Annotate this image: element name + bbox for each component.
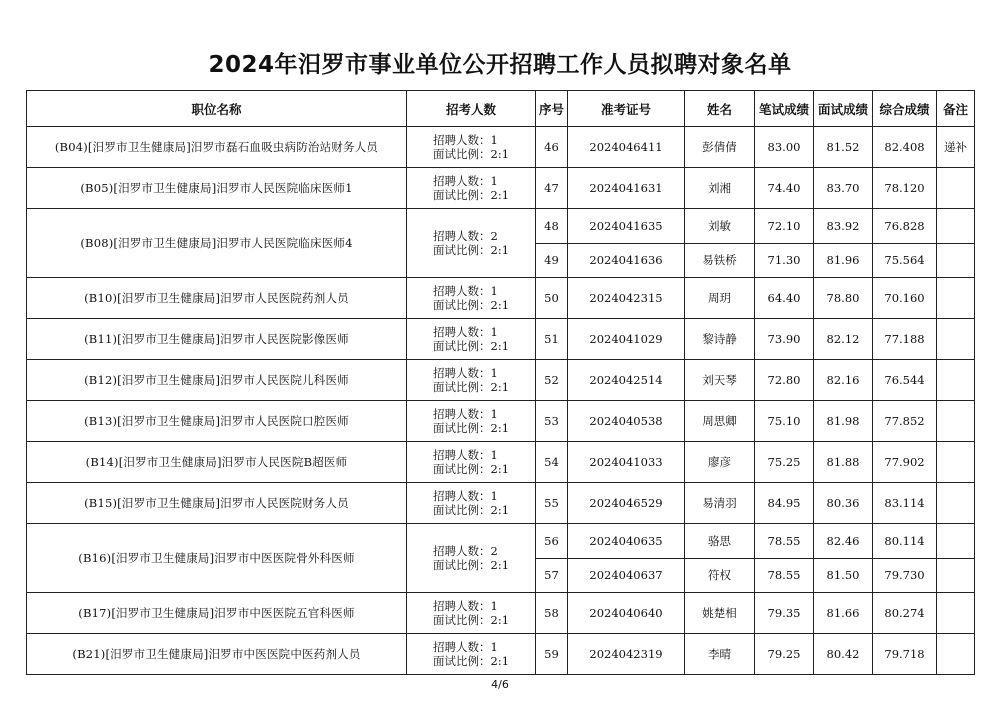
exam-no-cell: 2024042315 — [568, 278, 685, 319]
exam-no-cell: 2024041635 — [568, 209, 685, 244]
note-cell — [937, 524, 975, 559]
quota-count: 招聘人数：1 — [433, 407, 498, 421]
quota-count: 招聘人数：1 — [433, 174, 498, 188]
seq-cell: 50 — [536, 278, 568, 319]
interview-score-cell: 83.70 — [814, 168, 873, 209]
exam-no-cell: 2024041033 — [568, 442, 685, 483]
written-score-cell: 73.90 — [755, 319, 814, 360]
note-cell — [937, 442, 975, 483]
header-seq: 序号 — [536, 91, 568, 127]
table-row — [27, 278, 975, 319]
name-cell: 姚楚相 — [685, 593, 755, 634]
quota-cell — [407, 168, 536, 209]
written-score-cell: 72.10 — [755, 209, 814, 244]
position-cell: (B08)[汨罗市卫生健康局]汨罗市人民医院临床医师4 — [27, 209, 407, 278]
quota-count: 招聘人数：1 — [433, 640, 498, 654]
quota-count: 招聘人数：1 — [433, 366, 498, 380]
quota-count: 招聘人数：2 — [433, 229, 498, 243]
name-cell: 廖彦 — [685, 442, 755, 483]
interview-ratio: 面试比例：2:1 — [433, 339, 510, 353]
quota-cell — [407, 593, 536, 634]
seq-cell: 58 — [536, 593, 568, 634]
interview-score-cell: 82.46 — [814, 524, 873, 559]
written-score-cell: 79.25 — [755, 634, 814, 675]
seq-cell: 48 — [536, 209, 568, 244]
name-cell: 易铁桥 — [685, 243, 755, 278]
total-score-cell: 80.114 — [873, 524, 937, 559]
interview-ratio: 面试比例：2:1 — [433, 558, 510, 572]
written-score-cell: 64.40 — [755, 278, 814, 319]
table-row — [27, 634, 975, 675]
header-quota: 招考人数 — [407, 91, 536, 127]
seq-cell: 57 — [536, 558, 568, 593]
total-score-cell: 75.564 — [873, 243, 937, 278]
position-cell: (B12)[汨罗市卫生健康局]汨罗市人民医院儿科医师 — [27, 360, 407, 401]
total-score-cell: 76.544 — [873, 360, 937, 401]
quota-cell — [407, 634, 536, 675]
name-cell: 刘天琴 — [685, 360, 755, 401]
name-cell: 黎诗静 — [685, 319, 755, 360]
seq-cell: 56 — [536, 524, 568, 559]
table-body — [27, 127, 975, 675]
position-cell: (B16)[汨罗市卫生健康局]汨罗市中医医院骨外科医师 — [27, 524, 407, 593]
table-row — [27, 524, 975, 559]
name-cell: 刘敏 — [685, 209, 755, 244]
position-cell: (B04)[汨罗市卫生健康局]汨罗市磊石血吸虫病防治站财务人员 — [27, 127, 407, 168]
quota-cell — [407, 401, 536, 442]
total-score-cell: 79.730 — [873, 558, 937, 593]
quota-count: 招聘人数：1 — [433, 599, 498, 613]
header-name: 姓名 — [685, 91, 755, 127]
table-row — [27, 127, 975, 168]
total-score-cell: 78.120 — [873, 168, 937, 209]
quota-cell — [407, 524, 536, 593]
table-row — [27, 168, 975, 209]
quota-cell — [407, 319, 536, 360]
note-cell: 递补 — [937, 127, 975, 168]
note-cell — [937, 209, 975, 244]
quota-count: 招聘人数：1 — [433, 325, 498, 339]
page-number: 4/6 — [491, 678, 509, 691]
seq-cell: 51 — [536, 319, 568, 360]
total-score-cell: 77.852 — [873, 401, 937, 442]
interview-score-cell: 81.98 — [814, 401, 873, 442]
written-score-cell: 72.80 — [755, 360, 814, 401]
note-cell — [937, 593, 975, 634]
exam-no-cell: 2024041631 — [568, 168, 685, 209]
header-exam-no: 准考证号 — [568, 91, 685, 127]
table-row — [27, 360, 975, 401]
note-cell — [937, 483, 975, 524]
position-cell: (B14)[汨罗市卫生健康局]汨罗市人民医院B超医师 — [27, 442, 407, 483]
written-score-cell: 71.30 — [755, 243, 814, 278]
total-score-cell: 80.274 — [873, 593, 937, 634]
seq-cell: 54 — [536, 442, 568, 483]
header-written-score: 笔试成绩 — [755, 91, 814, 127]
written-score-cell: 75.25 — [755, 442, 814, 483]
position-cell: (B17)[汨罗市卫生健康局]汨罗市中医医院五官科医师 — [27, 593, 407, 634]
quota-cell — [407, 483, 536, 524]
exam-no-cell: 2024041636 — [568, 243, 685, 278]
seq-cell: 49 — [536, 243, 568, 278]
seq-cell: 46 — [536, 127, 568, 168]
interview-score-cell: 81.88 — [814, 442, 873, 483]
quota-cell — [407, 127, 536, 168]
interview-score-cell: 81.66 — [814, 593, 873, 634]
total-score-cell: 79.718 — [873, 634, 937, 675]
position-cell: (B21)[汨罗市卫生健康局]汨罗市中医医院中医药剂人员 — [27, 634, 407, 675]
note-cell — [937, 558, 975, 593]
seq-cell: 59 — [536, 634, 568, 675]
note-cell — [937, 243, 975, 278]
position-cell: (B11)[汨罗市卫生健康局]汨罗市人民医院影像医师 — [27, 319, 407, 360]
name-cell: 周玥 — [685, 278, 755, 319]
name-cell: 符权 — [685, 558, 755, 593]
seq-cell: 47 — [536, 168, 568, 209]
exam-no-cell: 2024040538 — [568, 401, 685, 442]
total-score-cell: 82.408 — [873, 127, 937, 168]
exam-no-cell: 2024046411 — [568, 127, 685, 168]
written-score-cell: 75.10 — [755, 401, 814, 442]
name-cell: 易清羽 — [685, 483, 755, 524]
interview-score-cell: 80.42 — [814, 634, 873, 675]
written-score-cell: 78.55 — [755, 524, 814, 559]
exam-no-cell: 2024042514 — [568, 360, 685, 401]
interview-score-cell: 82.16 — [814, 360, 873, 401]
interview-score-cell: 81.50 — [814, 558, 873, 593]
interview-score-cell: 82.12 — [814, 319, 873, 360]
quota-count: 招聘人数：1 — [433, 448, 498, 462]
table-row — [27, 319, 975, 360]
header-position: 职位名称 — [27, 91, 407, 127]
written-score-cell: 79.35 — [755, 593, 814, 634]
total-score-cell: 77.188 — [873, 319, 937, 360]
written-score-cell: 78.55 — [755, 558, 814, 593]
note-cell — [937, 278, 975, 319]
total-score-cell: 83.114 — [873, 483, 937, 524]
quota-count: 招聘人数：1 — [433, 489, 498, 503]
position-cell: (B05)[汨罗市卫生健康局]汨罗市人民医院临床医师1 — [27, 168, 407, 209]
interview-score-cell: 80.36 — [814, 483, 873, 524]
quota-cell — [407, 278, 536, 319]
total-score-cell: 76.828 — [873, 209, 937, 244]
interview-ratio: 面试比例：2:1 — [433, 503, 510, 517]
header-total-score: 综合成绩 — [873, 91, 937, 127]
note-cell — [937, 401, 975, 442]
exam-no-cell: 2024046529 — [568, 483, 685, 524]
exam-no-cell: 2024041029 — [568, 319, 685, 360]
interview-ratio: 面试比例：2:1 — [433, 613, 510, 627]
header-note: 备注 — [937, 91, 975, 127]
total-score-cell: 70.160 — [873, 278, 937, 319]
interview-ratio: 面试比例：2:1 — [433, 654, 510, 668]
name-cell: 刘湘 — [685, 168, 755, 209]
candidate-table — [26, 90, 975, 675]
position-cell: (B10)[汨罗市卫生健康局]汨罗市人民医院药剂人员 — [27, 278, 407, 319]
exam-no-cell: 2024040640 — [568, 593, 685, 634]
exam-no-cell: 2024040637 — [568, 558, 685, 593]
written-score-cell: 84.95 — [755, 483, 814, 524]
position-cell: (B15)[汨罗市卫生健康局]汨罗市人民医院财务人员 — [27, 483, 407, 524]
table-row — [27, 209, 975, 244]
interview-ratio: 面试比例：2:1 — [433, 188, 510, 202]
interview-score-cell: 81.52 — [814, 127, 873, 168]
interview-score-cell: 81.96 — [814, 243, 873, 278]
name-cell: 周思卿 — [685, 401, 755, 442]
table-row — [27, 442, 975, 483]
seq-cell: 55 — [536, 483, 568, 524]
quota-cell — [407, 360, 536, 401]
name-cell: 骆思 — [685, 524, 755, 559]
table-row — [27, 593, 975, 634]
page-title: 2024年汨罗市事业单位公开招聘工作人员拟聘对象名单 — [208, 52, 792, 78]
exam-no-cell: 2024040635 — [568, 524, 685, 559]
interview-ratio: 面试比例：2:1 — [433, 147, 510, 161]
note-cell — [937, 634, 975, 675]
written-score-cell: 83.00 — [755, 127, 814, 168]
interview-score-cell: 83.92 — [814, 209, 873, 244]
header-row — [27, 91, 975, 127]
quota-count: 招聘人数：1 — [433, 133, 498, 147]
position-cell: (B13)[汨罗市卫生健康局]汨罗市人民医院口腔医师 — [27, 401, 407, 442]
interview-ratio: 面试比例：2:1 — [433, 298, 510, 312]
table-row — [27, 483, 975, 524]
note-cell — [937, 168, 975, 209]
quota-cell — [407, 209, 536, 278]
interview-ratio: 面试比例：2:1 — [433, 243, 510, 257]
interview-ratio: 面试比例：2:1 — [433, 380, 510, 394]
quota-cell — [407, 442, 536, 483]
interview-ratio: 面试比例：2:1 — [433, 462, 510, 476]
exam-no-cell: 2024042319 — [568, 634, 685, 675]
quota-count: 招聘人数：1 — [433, 284, 498, 298]
total-score-cell: 77.902 — [873, 442, 937, 483]
name-cell: 李晴 — [685, 634, 755, 675]
interview-ratio: 面试比例：2:1 — [433, 421, 510, 435]
header-interview-score: 面试成绩 — [814, 91, 873, 127]
note-cell — [937, 360, 975, 401]
written-score-cell: 74.40 — [755, 168, 814, 209]
interview-score-cell: 78.80 — [814, 278, 873, 319]
seq-cell: 53 — [536, 401, 568, 442]
seq-cell: 52 — [536, 360, 568, 401]
quota-count: 招聘人数：2 — [433, 544, 498, 558]
name-cell: 彭倩倩 — [685, 127, 755, 168]
table-row — [27, 401, 975, 442]
note-cell — [937, 319, 975, 360]
